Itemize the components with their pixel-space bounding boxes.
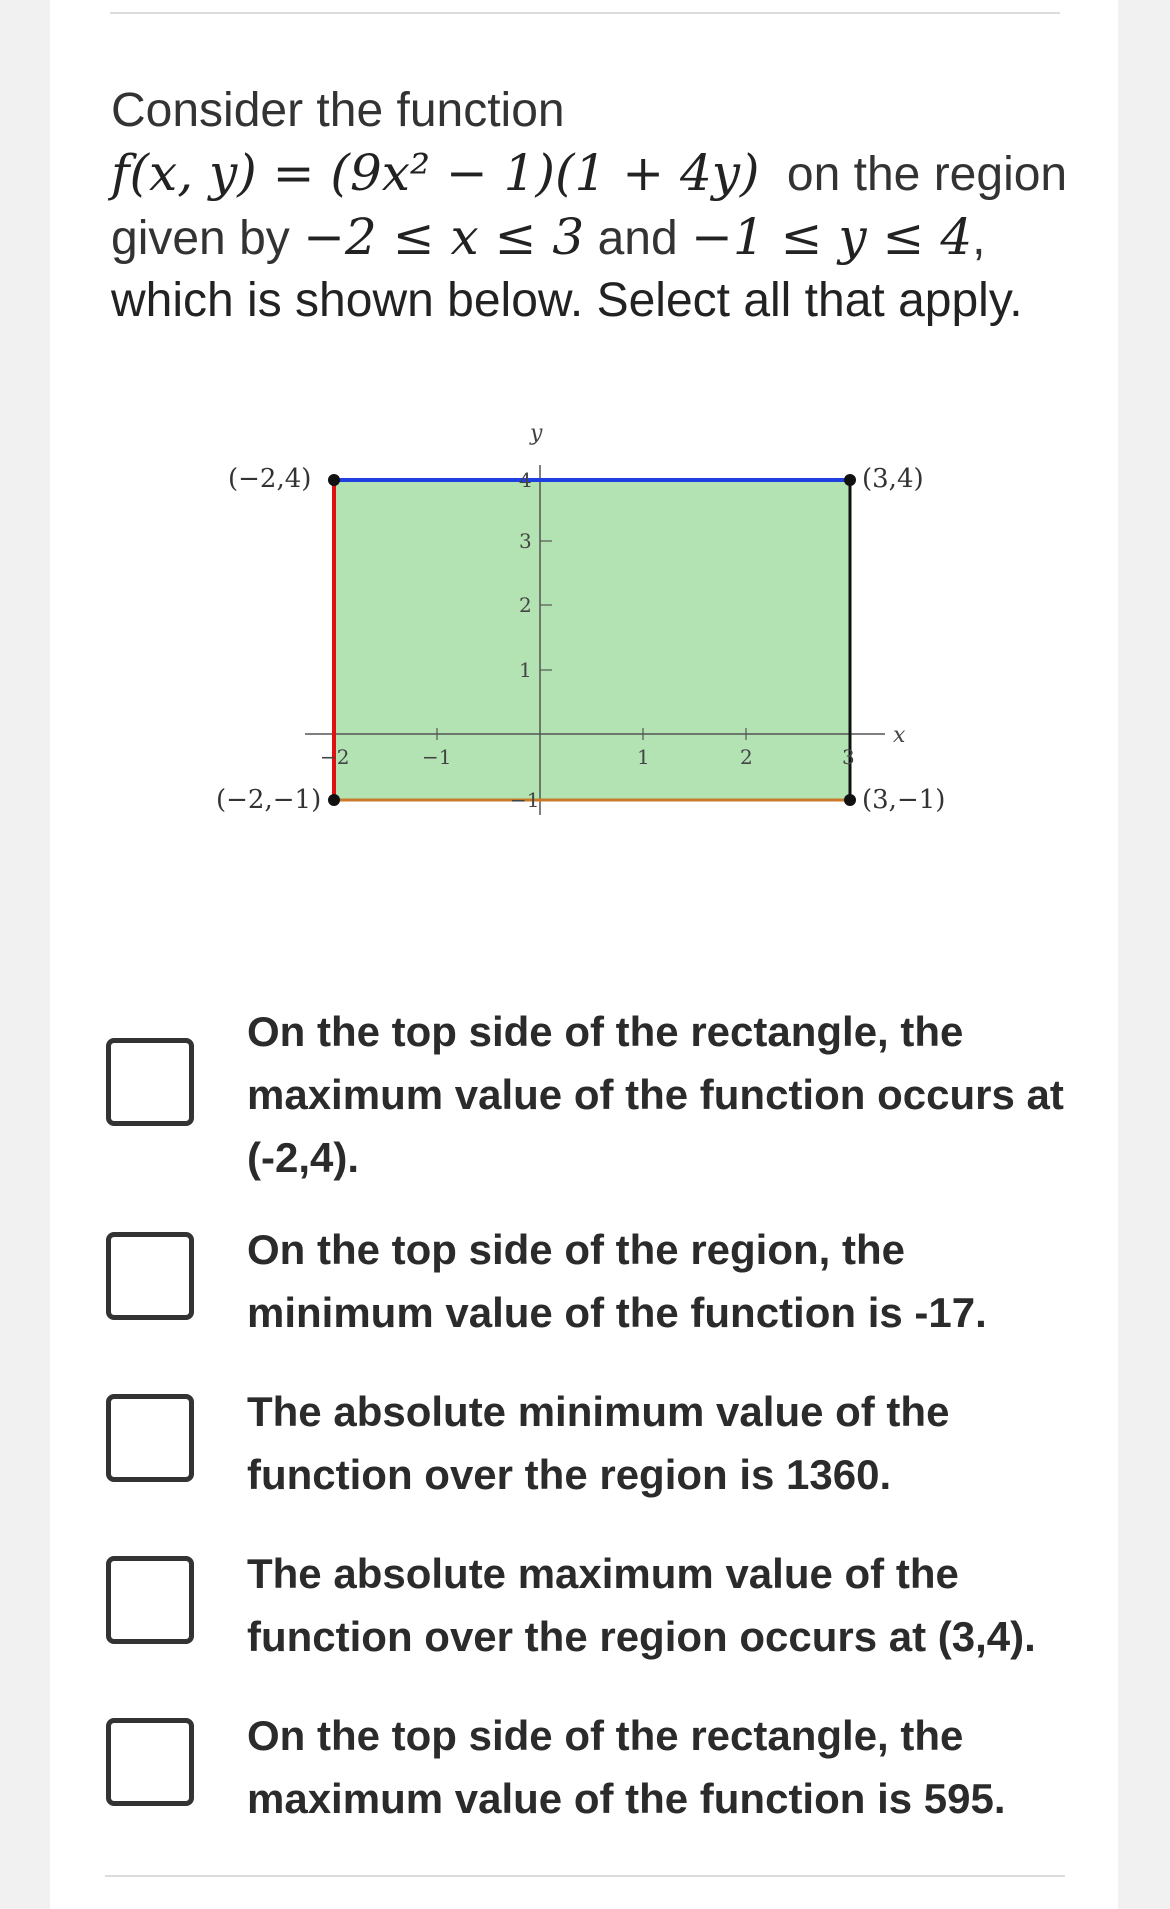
top-divider xyxy=(110,12,1060,14)
option-text: On the top side of the rectangle, the maximum value of the function is 595. xyxy=(247,1712,1006,1822)
corner-point-bottom-right xyxy=(844,794,856,806)
corner-point-bottom-left xyxy=(328,794,340,806)
x-tick-label: −1 xyxy=(422,745,452,769)
y-tick-label: 1 xyxy=(519,658,532,682)
y-tick-label: 4 xyxy=(519,468,532,492)
corner-label-bottom-right: (3,−1) xyxy=(862,785,946,815)
question-line-3 xyxy=(111,206,1071,270)
y-range-formula: −1 ≤ y ≤ 4 xyxy=(691,208,973,266)
x-tick-label: −2 xyxy=(320,745,350,769)
bottom-divider xyxy=(105,1875,1065,1877)
y-tick-label: −1 xyxy=(510,788,540,812)
question-line-1: Consider the function xyxy=(111,84,565,137)
corner-label-bottom-left: (−2,−1) xyxy=(216,785,322,815)
x-tick-label: 3 xyxy=(842,745,855,769)
option-text: On the top side of the region, the minimum value of the function is -17. xyxy=(247,1226,987,1336)
question-line-2 xyxy=(111,142,1071,206)
question-line-3-suffix: , xyxy=(972,212,986,265)
corner-label-top-right: (3,4) xyxy=(862,464,924,494)
question-line-2-text: on the region xyxy=(786,148,1068,201)
x-tick-label: 2 xyxy=(740,745,753,769)
question-line-3-and: and xyxy=(597,212,678,265)
x-tick-label: 1 xyxy=(637,745,650,769)
question-line-3-prefix: given by xyxy=(111,212,290,265)
y-axis-label: y xyxy=(530,421,543,446)
region-fill xyxy=(334,480,850,800)
y-tick-label: 2 xyxy=(519,593,532,617)
option-checkbox[interactable] xyxy=(106,1232,194,1320)
corner-label-top-left: (−2,4) xyxy=(228,464,312,494)
function-formula: f(x, y) = (9x² − 1)(1 + 4y) xyxy=(111,144,760,202)
corner-point-top-right xyxy=(844,474,856,486)
region-graph xyxy=(210,415,960,835)
option-text: The absolute maximum value of the function over the region occurs at (3,4). xyxy=(247,1550,1036,1660)
x-range-formula: −2 ≤ x ≤ 3 xyxy=(303,208,585,266)
corner-point-top-left xyxy=(328,474,340,486)
question-line-4: which is shown below. Select all that apply. xyxy=(111,274,1023,327)
option-text: The absolute minimum value of the function over the region is 1360. xyxy=(247,1388,950,1498)
option-text: On the top side of the rectangle, the maximum value of the function occurs at (-2,4). xyxy=(247,1008,1064,1181)
question-text xyxy=(111,80,1071,332)
x-axis-label: x xyxy=(893,723,906,748)
option-checkbox[interactable] xyxy=(106,1556,194,1644)
y-tick-label: 3 xyxy=(519,529,532,553)
option-checkbox[interactable] xyxy=(106,1038,194,1126)
option-checkbox[interactable] xyxy=(106,1394,194,1482)
option-checkbox[interactable] xyxy=(106,1718,194,1806)
